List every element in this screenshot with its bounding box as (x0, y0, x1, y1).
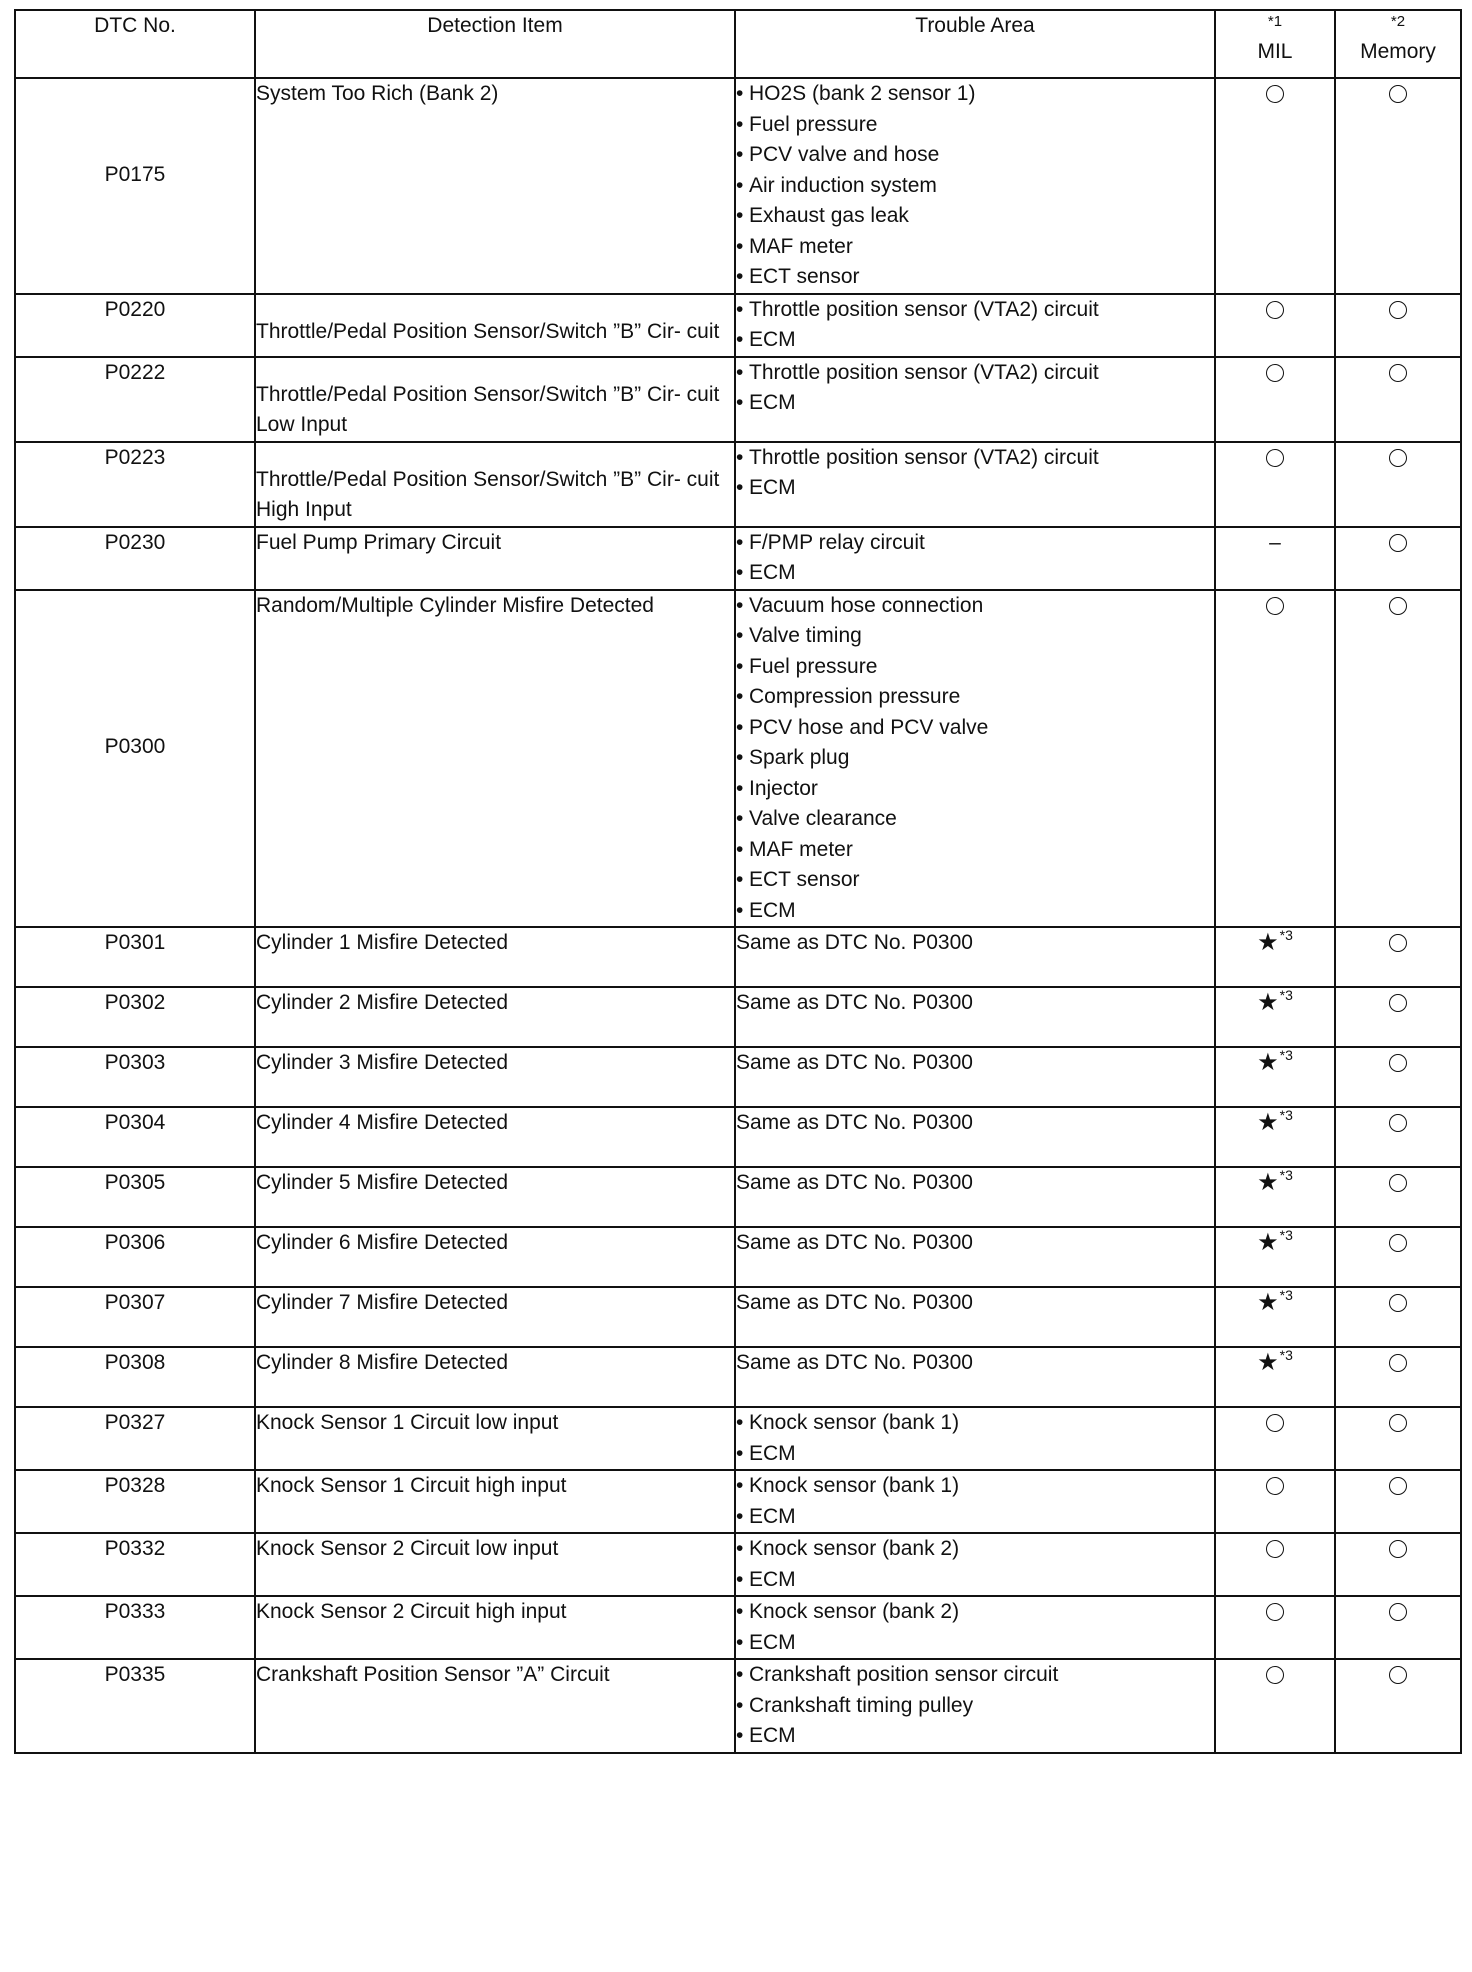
memory-circle-icon (1389, 994, 1407, 1012)
detection-item: Knock Sensor 2 Circuit high input (255, 1596, 735, 1659)
header-row (15, 10, 1461, 78)
dtc-code: P0222 (15, 357, 255, 442)
trouble-area-item: • Knock sensor (bank 1) (736, 1408, 1214, 1439)
memory-circle-icon (1389, 597, 1407, 615)
mil-circle-icon (1266, 1477, 1284, 1495)
table-row (15, 527, 1461, 590)
trouble-area-item: • PCV valve and hose (736, 140, 1214, 171)
star-icon: ★ (1257, 1229, 1279, 1256)
trouble-area-item: • Compression pressure (736, 682, 1214, 713)
trouble-area-item: • Valve timing (736, 621, 1214, 652)
memory-circle-icon (1389, 1354, 1407, 1372)
memory-cell (1335, 1167, 1461, 1227)
mil-dash: – (1269, 530, 1281, 554)
trouble-area (735, 1167, 1215, 1227)
trouble-area-item: • Crankshaft timing pulley (736, 1691, 1214, 1722)
detection-item: Random/Multiple Cylinder Misfire Detected (255, 590, 735, 928)
trouble-area-list (736, 591, 1214, 927)
dtc-code: P0327 (15, 1407, 255, 1470)
mil-cell (1215, 1347, 1335, 1407)
memory-cell (1335, 1107, 1461, 1167)
dtc-code: P0333 (15, 1596, 255, 1659)
dtc-code: P0306 (15, 1227, 255, 1287)
dtc-code: P0223 (15, 442, 255, 527)
header-mil (1215, 10, 1335, 78)
trouble-area-item: • PCV hose and PCV valve (736, 713, 1214, 744)
dtc-code: P0328 (15, 1470, 255, 1533)
table-row (15, 590, 1461, 928)
star-footnote-marker: *3 (1279, 1287, 1293, 1303)
header-memory (1335, 10, 1461, 78)
star-footnote-marker: *3 (1279, 1347, 1293, 1363)
trouble-area-item: • Crankshaft position sensor circuit (736, 1660, 1214, 1691)
memory-cell (1335, 1347, 1461, 1407)
trouble-area-list (736, 1660, 1214, 1752)
mil-cell (1215, 1287, 1335, 1347)
trouble-area-item: • Fuel pressure (736, 652, 1214, 683)
mil-star-mark (1257, 1048, 1293, 1081)
memory-cell (1335, 1596, 1461, 1659)
mil-cell (1215, 1470, 1335, 1533)
trouble-area-text: Same as DTC No. P0300 (736, 1111, 973, 1134)
dtc-code: P0335 (15, 1659, 255, 1753)
star-icon: ★ (1257, 1289, 1279, 1316)
trouble-area-item: • F/PMP relay circuit (736, 528, 1214, 559)
memory-circle-icon (1389, 1540, 1407, 1558)
trouble-area-item: • ECT sensor (736, 865, 1214, 896)
trouble-area-text: Same as DTC No. P0300 (736, 931, 973, 954)
memory-footnote-marker: *2 (1390, 13, 1406, 30)
memory-label: Memory (1360, 40, 1436, 63)
trouble-area (735, 1347, 1215, 1407)
table-row (15, 1470, 1461, 1533)
star-icon: ★ (1257, 1109, 1279, 1136)
detection-item: Throttle/Pedal Position Sensor/Switch ”B” Cir- cuit (255, 294, 735, 357)
memory-cell (1335, 78, 1461, 294)
header-trouble-area: Trouble Area (735, 10, 1215, 78)
detection-item: Crankshaft Position Sensor ”A” Circuit (255, 1659, 735, 1753)
mil-circle-icon (1266, 301, 1284, 319)
mil-cell (1215, 78, 1335, 294)
trouble-area-item: • ECM (736, 1502, 1214, 1533)
mil-circle-icon (1266, 1414, 1284, 1432)
memory-cell (1335, 1227, 1461, 1287)
detection-item: Knock Sensor 2 Circuit low input (255, 1533, 735, 1596)
mil-star-mark (1257, 1228, 1293, 1261)
header-detection-item: Detection Item (255, 10, 735, 78)
trouble-area-text: Same as DTC No. P0300 (736, 1231, 973, 1254)
star-footnote-marker: *3 (1279, 987, 1293, 1003)
star-footnote-marker: *3 (1279, 1227, 1293, 1243)
trouble-area (735, 1596, 1215, 1659)
star-footnote-marker: *3 (1279, 1047, 1293, 1063)
table-row (15, 1227, 1461, 1287)
dtc-code: P0220 (15, 294, 255, 357)
mil-circle-icon (1266, 85, 1284, 103)
trouble-area-item: • MAF meter (736, 232, 1214, 263)
trouble-area-item: • Knock sensor (bank 2) (736, 1534, 1214, 1565)
memory-circle-icon (1389, 934, 1407, 952)
table-row (15, 1167, 1461, 1227)
mil-cell (1215, 1533, 1335, 1596)
memory-circle-icon (1389, 301, 1407, 319)
trouble-area-text: Same as DTC No. P0300 (736, 1051, 973, 1074)
memory-circle-icon (1389, 1603, 1407, 1621)
memory-cell (1335, 1470, 1461, 1533)
detection-item: Cylinder 8 Misfire Detected (255, 1347, 735, 1407)
trouble-area-item: • ECM (736, 1439, 1214, 1470)
mil-cell (1215, 357, 1335, 442)
star-icon: ★ (1257, 1049, 1279, 1076)
table-row (15, 1347, 1461, 1407)
table-row (15, 1533, 1461, 1596)
dtc-table (14, 9, 1462, 1754)
detection-item: Cylinder 5 Misfire Detected (255, 1167, 735, 1227)
dtc-code: P0307 (15, 1287, 255, 1347)
trouble-area-item: • Vacuum hose connection (736, 591, 1214, 622)
trouble-area-item: • ECM (736, 558, 1214, 589)
mil-label: MIL (1257, 40, 1293, 63)
star-icon: ★ (1257, 929, 1279, 956)
trouble-area-text: Same as DTC No. P0300 (736, 1171, 973, 1194)
trouble-area-item: • Throttle position sensor (VTA2) circuit (736, 295, 1214, 326)
dtc-code: P0302 (15, 987, 255, 1047)
trouble-area-item: • ECM (736, 388, 1214, 419)
trouble-area (735, 987, 1215, 1047)
trouble-area-text: Same as DTC No. P0300 (736, 1291, 973, 1314)
mil-cell (1215, 442, 1335, 527)
star-footnote-marker: *3 (1279, 1107, 1293, 1123)
mil-circle-icon (1266, 364, 1284, 382)
star-icon: ★ (1257, 1349, 1279, 1376)
dtc-code: P0308 (15, 1347, 255, 1407)
memory-circle-icon (1389, 364, 1407, 382)
trouble-area (735, 1659, 1215, 1753)
trouble-area-text: Same as DTC No. P0300 (736, 991, 973, 1014)
mil-circle-icon (1266, 1666, 1284, 1684)
detection-item: Cylinder 7 Misfire Detected (255, 1287, 735, 1347)
table-row (15, 1407, 1461, 1470)
mil-cell (1215, 1407, 1335, 1470)
memory-circle-icon (1389, 1666, 1407, 1684)
trouble-area-item: • Exhaust gas leak (736, 201, 1214, 232)
memory-cell (1335, 294, 1461, 357)
detection-item: Throttle/Pedal Position Sensor/Switch ”B” Cir- cuit Low Input (255, 357, 735, 442)
detection-item: Knock Sensor 1 Circuit high input (255, 1470, 735, 1533)
table-row (15, 987, 1461, 1047)
mil-star-mark (1257, 1288, 1293, 1321)
star-icon: ★ (1257, 1169, 1279, 1196)
detection-item: Cylinder 3 Misfire Detected (255, 1047, 735, 1107)
mil-star-mark (1257, 928, 1293, 961)
trouble-area-list (736, 1471, 1214, 1532)
trouble-area-list (736, 295, 1214, 356)
memory-circle-icon (1389, 1234, 1407, 1252)
trouble-area-item: • Spark plug (736, 743, 1214, 774)
star-footnote-marker: *3 (1279, 1167, 1293, 1183)
trouble-area (735, 1107, 1215, 1167)
trouble-area (735, 927, 1215, 987)
memory-circle-icon (1389, 1114, 1407, 1132)
star-icon: ★ (1257, 989, 1279, 1016)
memory-cell (1335, 527, 1461, 590)
trouble-area-item: • Knock sensor (bank 1) (736, 1471, 1214, 1502)
table-row (15, 294, 1461, 357)
mil-circle-icon (1266, 1540, 1284, 1558)
trouble-area-list (736, 358, 1214, 419)
memory-cell (1335, 357, 1461, 442)
table-row (15, 357, 1461, 442)
trouble-area (735, 527, 1215, 590)
table-row (15, 1287, 1461, 1347)
trouble-area-list (736, 1534, 1214, 1595)
mil-cell (1215, 987, 1335, 1047)
memory-circle-icon (1389, 85, 1407, 103)
dtc-code: P0175 (15, 78, 255, 294)
memory-circle-icon (1389, 449, 1407, 467)
mil-cell (1215, 1227, 1335, 1287)
trouble-area-item: • ECT sensor (736, 262, 1214, 293)
mil-cell (1215, 1107, 1335, 1167)
trouble-area-item: • Air induction system (736, 171, 1214, 202)
mil-circle-icon (1266, 449, 1284, 467)
mil-star-mark (1257, 988, 1293, 1021)
trouble-area-item: • Injector (736, 774, 1214, 805)
table-row (15, 1596, 1461, 1659)
trouble-area-list (736, 443, 1214, 504)
memory-circle-icon (1389, 1174, 1407, 1192)
dtc-code: P0305 (15, 1167, 255, 1227)
memory-circle-icon (1389, 1477, 1407, 1495)
dtc-code: P0332 (15, 1533, 255, 1596)
dtc-code: P0300 (15, 590, 255, 928)
trouble-area-item: • ECM (736, 896, 1214, 927)
mil-cell (1215, 1167, 1335, 1227)
trouble-area-item: • Throttle position sensor (VTA2) circuit (736, 443, 1214, 474)
mil-star-mark (1257, 1108, 1293, 1141)
trouble-area-item: • Knock sensor (bank 2) (736, 1597, 1214, 1628)
trouble-area (735, 294, 1215, 357)
memory-cell (1335, 987, 1461, 1047)
mil-cell (1215, 1596, 1335, 1659)
mil-cell (1215, 927, 1335, 987)
memory-cell (1335, 590, 1461, 928)
mil-footnote-marker: *1 (1267, 13, 1283, 30)
table-row (15, 442, 1461, 527)
table-row (15, 1659, 1461, 1753)
mil-cell (1215, 527, 1335, 590)
trouble-area-text: Same as DTC No. P0300 (736, 1351, 973, 1374)
detection-item: Fuel Pump Primary Circuit (255, 527, 735, 590)
mil-cell (1215, 294, 1335, 357)
trouble-area-item: • ECM (736, 473, 1214, 504)
trouble-area-list (736, 79, 1214, 293)
trouble-area (735, 357, 1215, 442)
trouble-area-item: • Throttle position sensor (VTA2) circuit (736, 358, 1214, 389)
detection-item: Throttle/Pedal Position Sensor/Switch ”B” Cir- cuit High Input (255, 442, 735, 527)
memory-cell (1335, 1659, 1461, 1753)
memory-circle-icon (1389, 1054, 1407, 1072)
trouble-area (735, 590, 1215, 928)
trouble-area-item: • HO2S (bank 2 sensor 1) (736, 79, 1214, 110)
trouble-area-list (736, 528, 1214, 589)
detection-item: Cylinder 2 Misfire Detected (255, 987, 735, 1047)
trouble-area (735, 1047, 1215, 1107)
mil-circle-icon (1266, 597, 1284, 615)
memory-cell (1335, 927, 1461, 987)
trouble-area (735, 1227, 1215, 1287)
memory-cell (1335, 1287, 1461, 1347)
table-row (15, 927, 1461, 987)
trouble-area-item: • ECM (736, 1565, 1214, 1596)
memory-circle-icon (1389, 534, 1407, 552)
trouble-area (735, 442, 1215, 527)
trouble-area-item: • ECM (736, 1628, 1214, 1659)
mil-cell (1215, 590, 1335, 928)
trouble-area-item: • Valve clearance (736, 804, 1214, 835)
memory-cell (1335, 1407, 1461, 1470)
memory-circle-icon (1389, 1294, 1407, 1312)
dtc-code: P0301 (15, 927, 255, 987)
star-footnote-marker: *3 (1279, 927, 1293, 943)
trouble-area (735, 1470, 1215, 1533)
memory-cell (1335, 1533, 1461, 1596)
mil-circle-icon (1266, 1603, 1284, 1621)
trouble-area-item: • Fuel pressure (736, 110, 1214, 141)
detection-item: Cylinder 4 Misfire Detected (255, 1107, 735, 1167)
trouble-area-item: • ECM (736, 325, 1214, 356)
trouble-area-list (736, 1408, 1214, 1469)
trouble-area (735, 1533, 1215, 1596)
detection-item: Cylinder 6 Misfire Detected (255, 1227, 735, 1287)
trouble-area-item: • ECM (736, 1721, 1214, 1752)
memory-circle-icon (1389, 1414, 1407, 1432)
dtc-code: P0303 (15, 1047, 255, 1107)
trouble-area (735, 78, 1215, 294)
memory-cell (1335, 442, 1461, 527)
dtc-code: P0230 (15, 527, 255, 590)
memory-cell (1335, 1047, 1461, 1107)
table-row (15, 78, 1461, 294)
dtc-code: P0304 (15, 1107, 255, 1167)
detection-item: System Too Rich (Bank 2) (255, 78, 735, 294)
trouble-area-item: • MAF meter (736, 835, 1214, 866)
header-dtc-no: DTC No. (15, 10, 255, 78)
table-row (15, 1107, 1461, 1167)
mil-star-mark (1257, 1168, 1293, 1201)
mil-star-mark (1257, 1348, 1293, 1381)
detection-item: Cylinder 1 Misfire Detected (255, 927, 735, 987)
trouble-area (735, 1287, 1215, 1347)
mil-cell (1215, 1047, 1335, 1107)
detection-item: Knock Sensor 1 Circuit low input (255, 1407, 735, 1470)
trouble-area-list (736, 1597, 1214, 1658)
mil-cell (1215, 1659, 1335, 1753)
trouble-area (735, 1407, 1215, 1470)
table-row (15, 1047, 1461, 1107)
